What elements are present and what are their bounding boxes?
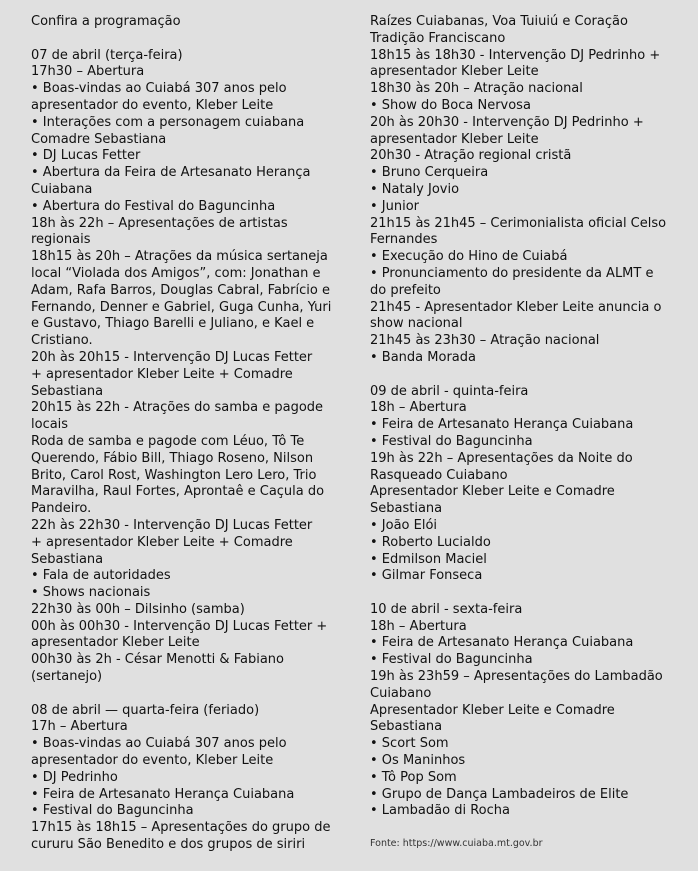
schedule-line: • Gilmar Fonseca	[370, 568, 483, 584]
blank-line	[370, 367, 680, 384]
schedule-line: locais	[31, 417, 69, 433]
schedule-line: • Bruno Cerqueira	[370, 165, 489, 181]
schedule-line: Sebastiana	[370, 719, 443, 735]
schedule-line: 22h30 às 00h – Dilsinho (samba)	[31, 601, 245, 617]
left-column	[31, 14, 341, 854]
schedule-line: • Boas-vindas ao Cuiabá 307 anos pelo	[31, 736, 287, 752]
schedule-line: Sebastiana	[31, 383, 104, 399]
schedule-line: regionais	[31, 232, 91, 248]
schedule-line: • Edmilson Maciel	[370, 551, 487, 567]
schedule-line: 20h15 às 22h - Atrações do samba e pagode	[31, 400, 324, 416]
schedule-line: (sertanejo)	[31, 669, 103, 685]
schedule-line: 21h45 às 23h30 – Atração nacional	[370, 333, 600, 349]
schedule-line: • Tô Pop Som	[370, 769, 457, 785]
schedule-line: Tradição Franciscano	[370, 30, 506, 46]
schedule-line: show nacional	[370, 316, 463, 332]
schedule-line: • Lambadão di Rocha	[370, 803, 510, 819]
schedule-line: • Feira de Artesanato Herança Cuiabana	[31, 786, 295, 802]
schedule-line: Maravilha, Raul Fortes, Aprontaê e Caçula do	[31, 484, 325, 500]
schedule-line: 21h45 - Apresentador Kleber Leite anuncia o	[370, 299, 662, 315]
schedule-line: apresentador do evento, Kleber Leite	[31, 97, 274, 113]
schedule-line: • Show do Boca Nervosa	[370, 97, 531, 113]
schedule-line: Apresentador Kleber Leite e Comadre	[370, 484, 615, 500]
schedule-line: • Pronunciamento do presidente da ALMT e	[370, 265, 654, 281]
schedule-line: e Gustavo, Thiago Barelli e Juliano, e Kael e	[31, 316, 315, 332]
schedule-line: • Fala de autoridades	[31, 568, 171, 584]
schedule-line: 18h15 às 18h30 - Intervenção DJ Pedrinho +	[370, 47, 661, 63]
schedule-line: Adam, Rafa Barros, Douglas Cabral, Fabrício e	[31, 282, 330, 298]
schedule-line: 20h às 20h15 - Intervenção DJ Lucas Fetter	[31, 349, 313, 365]
blank-line	[31, 31, 341, 48]
schedule-line: apresentador Kleber Leite	[31, 635, 200, 651]
schedule-line: 20h30 - Atração regional cristã	[370, 148, 572, 164]
schedule-line: • Os Maninhos	[370, 753, 466, 769]
schedule-line: 19h às 23h59 – Apresentações do Lambadão	[370, 669, 663, 685]
schedule-line: 08 de abril — quarta-feira (feriado)	[31, 702, 260, 718]
schedule-line: Cuiabano	[370, 685, 432, 701]
schedule-line: 21h15 às 21h45 – Cerimonialista oficial Celso	[370, 215, 667, 231]
schedule-line: 17h30 – Abertura	[31, 64, 145, 80]
blank-line	[31, 686, 341, 703]
schedule-line: + apresentador Kleber Leite + Comadre	[31, 366, 293, 382]
schedule-line: • Nataly Jovio	[370, 181, 460, 197]
schedule-line: 18h às 22h – Apresentações de artistas	[31, 215, 288, 231]
schedule-line: • Junior	[370, 198, 420, 214]
schedule-line: 18h15 às 20h – Atrações da música sertaneja	[31, 249, 328, 265]
schedule-line: + apresentador Kleber Leite + Comadre	[31, 534, 293, 550]
schedule-line: Raízes Cuiabanas, Voa Tuiuiú e Coração	[370, 14, 628, 29]
schedule-line: apresentador Kleber Leite	[370, 64, 539, 80]
schedule-line: 00h às 00h30 - Intervenção DJ Lucas Fetter +	[31, 618, 328, 634]
schedule-line: 00h30 às 2h - César Menotti & Fabiano	[31, 652, 284, 668]
schedule-line: Querendo, Fábio Bill, Thiago Roseno, Nilson	[31, 450, 314, 466]
schedule-line: 17h – Abertura	[31, 719, 128, 735]
schedule-line: Roda de samba e pagode com Léuo, Tô Te	[31, 433, 305, 449]
schedule-line: Comadre Sebastiana	[31, 131, 167, 147]
schedule-line: apresentador Kleber Leite	[370, 131, 539, 147]
schedule-line: • DJ Pedrinho	[31, 769, 118, 785]
schedule-line: • Shows nacionais	[31, 585, 151, 601]
schedule-line: 10 de abril - sexta-feira	[370, 601, 523, 617]
schedule-line: 18h – Abertura	[370, 618, 467, 634]
schedule-line: Apresentador Kleber Leite e Comadre	[370, 702, 615, 718]
schedule-line: • Execução do Hino de Cuiabá	[370, 249, 568, 265]
schedule-line: Cuiabana	[31, 181, 93, 197]
schedule-line: Rasqueado Cuiabano	[370, 467, 508, 483]
schedule-line: • Feira de Artesanato Herança Cuiabana	[370, 417, 634, 433]
schedule-line: • Abertura da Feira de Artesanato Herança	[31, 165, 311, 181]
schedule-line: • Grupo de Dança Lambadeiros de Elite	[370, 786, 629, 802]
source-caption: Fonte: https://www.cuiaba.mt.gov.br	[370, 838, 543, 849]
schedule-line: • Scort Som	[370, 736, 449, 752]
schedule-line: Fernando, Denner e Gabriel, Guga Cunha, Yuri	[31, 299, 332, 315]
right-column	[370, 14, 680, 820]
schedule-line: Fernandes	[370, 232, 438, 248]
schedule-line: • João Elói	[370, 517, 438, 533]
schedule-line: do prefeito	[370, 282, 441, 298]
schedule-line: Confira a programação	[31, 14, 181, 29]
schedule-line: 18h30 às 20h – Atração nacional	[370, 81, 583, 97]
schedule-line: • Banda Morada	[370, 349, 476, 365]
schedule-line: 20h às 20h30 - Intervenção DJ Pedrinho +	[370, 114, 644, 130]
schedule-line: 19h às 22h – Apresentações da Noite do	[370, 450, 633, 466]
schedule-line: • Boas-vindas ao Cuiabá 307 anos pelo	[31, 81, 287, 97]
schedule-line: • Abertura do Festival do Baguncinha	[31, 198, 276, 214]
schedule-line: Cristiano.	[31, 333, 93, 349]
schedule-line: • Interações com a personagem cuiabana	[31, 114, 305, 130]
schedule-line: Pandeiro.	[31, 501, 92, 517]
schedule-line: • Roberto Lucialdo	[370, 534, 491, 550]
schedule-line: 18h – Abertura	[370, 400, 467, 416]
schedule-line: local “Violada dos Amigos”, com: Jonathan e	[31, 265, 321, 281]
schedule-line: apresentador do evento, Kleber Leite	[31, 753, 274, 769]
schedule-line: 07 de abril (terça-feira)	[31, 47, 183, 63]
schedule-line: Sebastiana	[370, 501, 443, 517]
schedule-line: • Festival do Baguncinha	[370, 652, 533, 668]
schedule-line: cururu São Benedito e dos grupos de siriri	[31, 837, 306, 853]
schedule-line: 17h15 às 18h15 – Apresentações do grupo de	[31, 820, 331, 836]
schedule-line: 22h às 22h30 - Intervenção DJ Lucas Fetter	[31, 517, 313, 533]
schedule-line: Brito, Carol Rost, Washington Lero Lero, Trio	[31, 467, 317, 483]
schedule-line: • Festival do Baguncinha	[31, 803, 194, 819]
schedule-line: Sebastiana	[31, 551, 104, 567]
schedule-line: • Feira de Artesanato Herança Cuiabana	[370, 635, 634, 651]
schedule-line: • Festival do Baguncinha	[370, 433, 533, 449]
blank-line	[370, 585, 680, 602]
schedule-line: 09 de abril - quinta-feira	[370, 383, 529, 399]
schedule-line: • DJ Lucas Fetter	[31, 148, 141, 164]
